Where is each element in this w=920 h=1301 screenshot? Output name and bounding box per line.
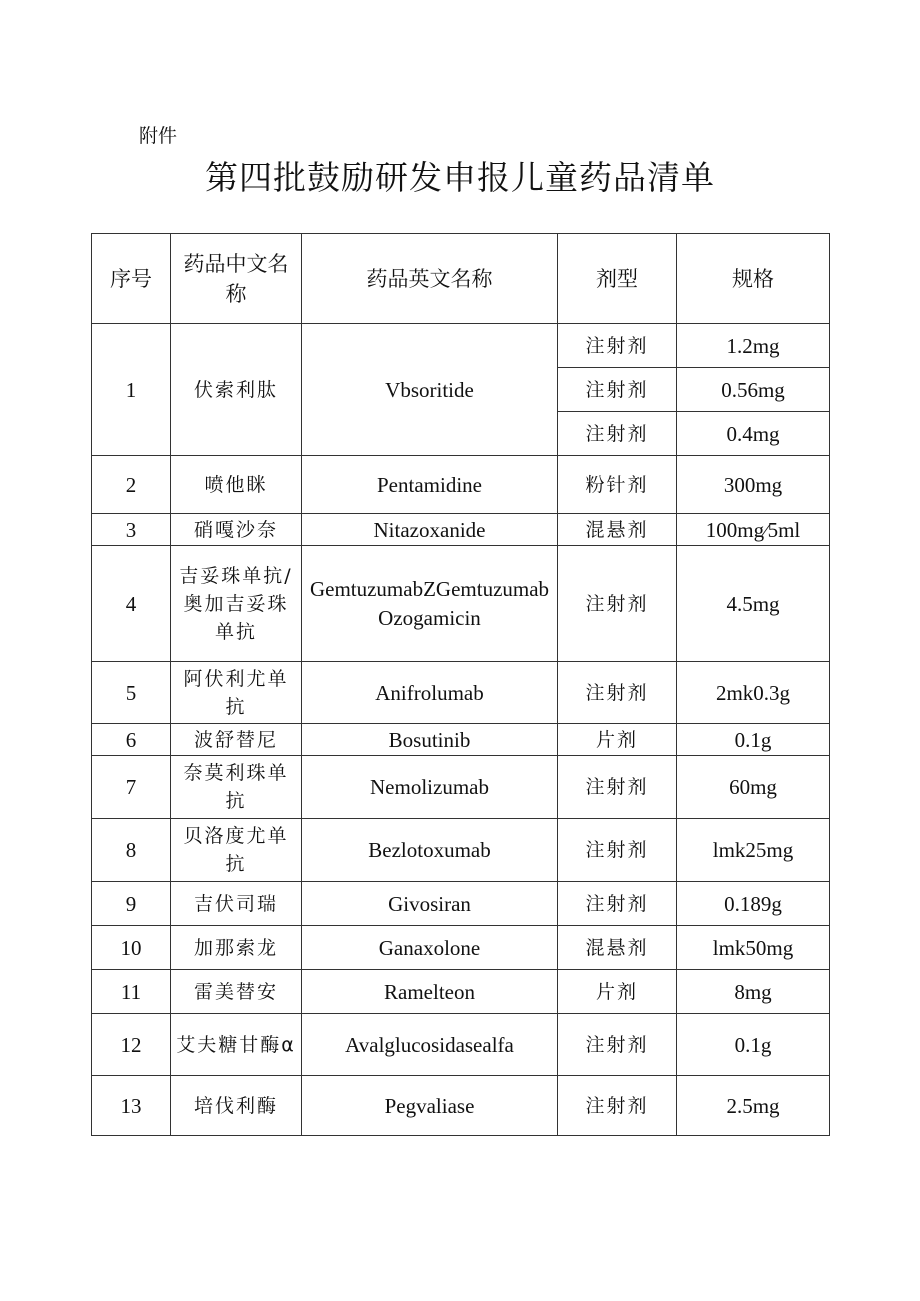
- cell-cn-name: 贝洛度尤单抗: [171, 819, 302, 882]
- cell-form: 混悬剂: [558, 514, 677, 546]
- cell-no: 6: [92, 724, 171, 756]
- cell-no: 8: [92, 819, 171, 882]
- header-spec: 规格: [677, 234, 830, 324]
- cell-form: 注射剂: [558, 324, 677, 368]
- cell-no: 13: [92, 1076, 171, 1136]
- cell-no: 11: [92, 970, 171, 1014]
- cell-en-name: Pentamidine: [302, 456, 558, 514]
- cell-no: 10: [92, 926, 171, 970]
- cell-spec: 60mg: [677, 756, 830, 819]
- table-row: [92, 756, 830, 819]
- cell-cn-name: 奈莫利珠单抗: [171, 756, 302, 819]
- cell-form: 注射剂: [558, 756, 677, 819]
- cell-en-name: Ganaxolone: [302, 926, 558, 970]
- cell-cn-name: 雷美替安: [171, 970, 302, 1014]
- cell-en-name: Bosutinib: [302, 724, 558, 756]
- header-cn-name: 药品中文名称: [171, 234, 302, 324]
- cell-spec: 1.2mg: [677, 324, 830, 368]
- header-no: 序号: [92, 234, 171, 324]
- table-header-row: [92, 234, 830, 324]
- table-row: [92, 324, 830, 368]
- table-row: [92, 546, 830, 662]
- cell-en-name: Nitazoxanide: [302, 514, 558, 546]
- cell-cn-name: 吉妥珠单抗/奥加吉妥珠单抗: [171, 546, 302, 662]
- cell-no: 7: [92, 756, 171, 819]
- table-row: [92, 970, 830, 1014]
- cell-form: 注射剂: [558, 819, 677, 882]
- table-row: [92, 456, 830, 514]
- cell-no: 12: [92, 1014, 171, 1076]
- attachment-label: 附件: [139, 125, 178, 147]
- cell-cn-name: 吉伏司瑞: [171, 882, 302, 926]
- drug-list-table: [91, 233, 830, 1136]
- table-row: [92, 819, 830, 882]
- cell-cn-name: 阿伏利尤单抗: [171, 662, 302, 724]
- table-row: [92, 662, 830, 724]
- cell-spec: 0.1g: [677, 1014, 830, 1076]
- cell-no: 5: [92, 662, 171, 724]
- cell-form: 注射剂: [558, 412, 677, 456]
- cell-cn-name: 伏索利肽: [171, 324, 302, 456]
- cell-form: 粉针剂: [558, 456, 677, 514]
- cell-spec: lmk25mg: [677, 819, 830, 882]
- cell-no: 4: [92, 546, 171, 662]
- cell-spec: 2.5mg: [677, 1076, 830, 1136]
- cell-spec: 0.4mg: [677, 412, 830, 456]
- cell-en-name: Vbsoritide: [302, 324, 558, 456]
- cell-en-name: Givosiran: [302, 882, 558, 926]
- cell-no: 1: [92, 324, 171, 456]
- cell-en-name: Pegvaliase: [302, 1076, 558, 1136]
- cell-spec: 0.189g: [677, 882, 830, 926]
- cell-en-name: Nemolizumab: [302, 756, 558, 819]
- table-row: [92, 926, 830, 970]
- header-en-name: 药品英文名称: [302, 234, 558, 324]
- cell-form: 注射剂: [558, 662, 677, 724]
- cell-spec: 300mg: [677, 456, 830, 514]
- page-title: 第四批鼓励研发申报儿童药品清单: [205, 158, 715, 197]
- cell-cn-name: 加那索龙: [171, 926, 302, 970]
- cell-form: 注射剂: [558, 368, 677, 412]
- cell-cn-name: 艾夫糖甘酶α: [171, 1014, 302, 1076]
- cell-form: 片剂: [558, 724, 677, 756]
- cell-cn-name: 波舒替尼: [171, 724, 302, 756]
- cell-spec: 0.56mg: [677, 368, 830, 412]
- cell-en-name: GemtuzumabZGemtuzumabOzogamicin: [302, 546, 558, 662]
- cell-spec: 8mg: [677, 970, 830, 1014]
- cell-en-name: Bezlotoxumab: [302, 819, 558, 882]
- table-row: [92, 1014, 830, 1076]
- header-form: 剂型: [558, 234, 677, 324]
- cell-form: 注射剂: [558, 882, 677, 926]
- cell-form: 注射剂: [558, 546, 677, 662]
- table-row: [92, 724, 830, 756]
- cell-cn-name: 培伐利酶: [171, 1076, 302, 1136]
- cell-spec: lmk50mg: [677, 926, 830, 970]
- cell-form: 混悬剂: [558, 926, 677, 970]
- cell-no: 9: [92, 882, 171, 926]
- cell-spec: 4.5mg: [677, 546, 830, 662]
- cell-form: 片剂: [558, 970, 677, 1014]
- cell-no: 3: [92, 514, 171, 546]
- cell-spec: 100mg∕5ml: [677, 514, 830, 546]
- table-row: [92, 882, 830, 926]
- cell-spec: 2mk0.3g: [677, 662, 830, 724]
- cell-no: 2: [92, 456, 171, 514]
- cell-cn-name: 硝嘎沙奈: [171, 514, 302, 546]
- cell-en-name: Avalglucosidasealfa: [302, 1014, 558, 1076]
- table-row: [92, 1076, 830, 1136]
- table-row: [92, 514, 830, 546]
- cell-en-name: Anifrolumab: [302, 662, 558, 724]
- cell-form: 注射剂: [558, 1014, 677, 1076]
- cell-spec: 0.1g: [677, 724, 830, 756]
- cell-form: 注射剂: [558, 1076, 677, 1136]
- cell-en-name: Ramelteon: [302, 970, 558, 1014]
- cell-cn-name: 喷他眯: [171, 456, 302, 514]
